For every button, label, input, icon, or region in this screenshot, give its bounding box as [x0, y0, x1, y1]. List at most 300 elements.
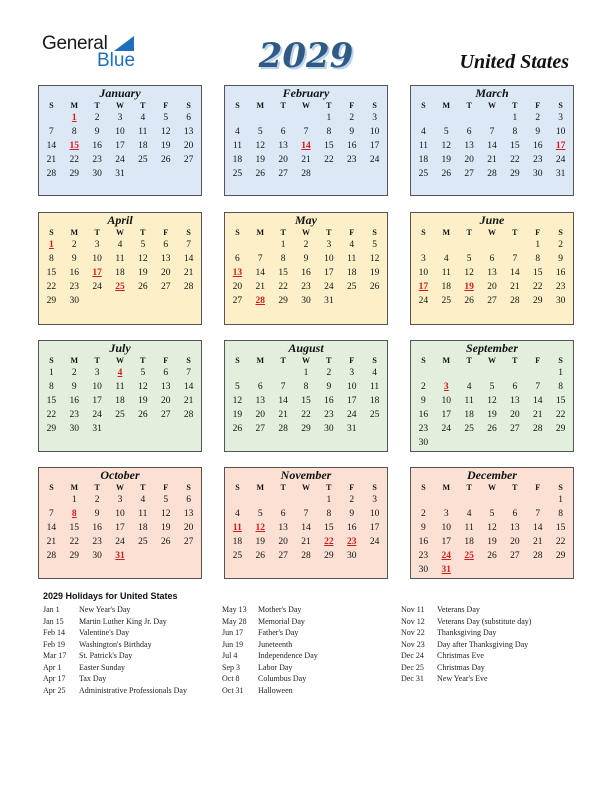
holiday-date: 1	[49, 240, 54, 250]
day-cell: 26	[160, 537, 171, 547]
day-cell: 1	[303, 368, 309, 378]
day-cell: 13	[510, 523, 520, 533]
day-cell: 4	[117, 240, 123, 250]
day-cell: 15	[532, 268, 543, 278]
holiday-date-label: Dec 25	[401, 662, 424, 672]
day-cell: 11	[464, 523, 474, 533]
month-november	[224, 467, 388, 579]
month-name: November	[280, 468, 332, 482]
day-cell: 2	[71, 240, 77, 250]
day-cell: 11	[464, 396, 474, 406]
empty-cell	[412, 238, 435, 252]
holiday-date: 28	[255, 296, 266, 306]
day-cell: 12	[255, 141, 266, 151]
logo-general-text: General	[42, 33, 108, 54]
day-cell: 23	[532, 155, 543, 165]
day-cell: 12	[487, 396, 497, 406]
empty-cell	[458, 238, 481, 252]
holiday-date-label: Nov 23	[401, 639, 425, 649]
holiday-date-label: Oct 8	[222, 674, 240, 683]
day-cell: 19	[441, 155, 452, 165]
holiday-date-label: Apr 25	[43, 685, 66, 695]
day-cell: 25	[138, 155, 148, 165]
holiday-row	[401, 605, 531, 617]
day-cell: 3	[421, 254, 426, 264]
empty-cell	[481, 238, 504, 252]
empty-cell	[40, 493, 63, 507]
day-cell: 6	[280, 509, 286, 519]
day-cell: 3	[117, 113, 123, 123]
holiday-date-label: Apr 1	[43, 662, 62, 672]
day-cell: 13	[487, 268, 497, 278]
month-name: February	[282, 86, 330, 100]
holiday-date: 23	[346, 537, 357, 547]
holiday-date: 1	[71, 113, 77, 123]
day-cell: 21	[487, 155, 497, 165]
day-cell: 20	[510, 410, 520, 420]
day-cell: 15	[46, 268, 57, 278]
weekday-header: W	[301, 356, 310, 365]
day-cell: 21	[46, 537, 57, 547]
day-cell: 22	[532, 282, 543, 292]
holiday-date-label: Jan 1	[43, 605, 60, 614]
day-cell: 3	[349, 368, 355, 378]
day-cell: 21	[532, 410, 543, 420]
day-cell: 26	[441, 169, 452, 179]
weekday-header: F	[163, 483, 169, 492]
day-cell: 24	[346, 410, 357, 420]
weekday-header: S	[421, 356, 426, 365]
weekday-header: S	[558, 101, 563, 110]
day-cell: 2	[326, 368, 332, 378]
day-cell: 11	[138, 509, 148, 519]
day-cell: 8	[49, 382, 54, 392]
logo-blue-text: Blue	[97, 50, 136, 71]
weekday-header: S	[372, 101, 377, 110]
day-cell: 15	[555, 523, 566, 533]
day-cell: 1	[326, 113, 332, 123]
day-cell: 13	[278, 141, 288, 151]
weekday-header: S	[235, 101, 240, 110]
holiday-date-label: Nov 11	[401, 605, 425, 614]
weekday-header: M	[70, 356, 79, 365]
day-cell: 19	[138, 396, 148, 406]
day-cell: 2	[349, 113, 355, 123]
day-cell: 19	[369, 268, 380, 278]
day-cell: 18	[346, 268, 357, 278]
holiday-row	[43, 651, 187, 663]
day-cell: 6	[235, 254, 240, 264]
empty-cell	[412, 493, 435, 507]
day-cell: 16	[555, 268, 566, 278]
holidays-title: 2029 Holidays for United States	[43, 591, 178, 601]
day-cell: 30	[418, 565, 429, 575]
holiday-row	[43, 674, 187, 686]
day-cell: 1	[535, 240, 541, 250]
day-cell: 22	[555, 537, 566, 547]
empty-cell	[481, 111, 504, 125]
holiday-row	[401, 628, 531, 640]
day-cell: 28	[183, 410, 194, 420]
day-cell: 7	[489, 127, 495, 137]
holiday-row	[43, 663, 187, 675]
day-cell: 19	[160, 141, 171, 151]
holiday-name: Valentine's Day	[79, 628, 130, 637]
empty-cell	[249, 238, 272, 252]
day-cell: 15	[555, 396, 566, 406]
day-cell: 1	[71, 495, 77, 505]
day-cell: 10	[115, 509, 125, 519]
day-cell: 12	[138, 382, 148, 392]
month-name: December	[467, 468, 517, 482]
day-cell: 18	[464, 537, 474, 547]
weekday-header: T	[326, 483, 332, 492]
day-cell: 17	[92, 396, 102, 406]
day-cell: 28	[532, 424, 543, 434]
day-cell: 4	[372, 368, 377, 378]
day-cell: 30	[324, 424, 334, 434]
weekday-header: W	[301, 228, 310, 237]
weekday-header: S	[421, 101, 426, 110]
day-cell: 9	[349, 509, 355, 519]
day-cell: 13	[160, 254, 171, 264]
day-cell: 5	[466, 254, 472, 264]
holiday-date-label: Feb 14	[43, 628, 65, 637]
day-cell: 17	[369, 141, 380, 151]
day-cell: 1	[49, 368, 54, 378]
day-cell: 25	[115, 410, 125, 420]
day-cell: 10	[324, 254, 334, 264]
day-cell: 17	[115, 523, 125, 533]
empty-cell	[40, 111, 63, 125]
holiday-row	[222, 605, 318, 617]
month-name: May	[295, 213, 317, 227]
day-cell: 2	[535, 113, 541, 123]
day-cell: 18	[441, 282, 452, 292]
day-cell: 23	[555, 282, 566, 292]
holiday-date: 22	[324, 537, 334, 547]
day-cell: 11	[232, 141, 242, 151]
day-cell: 2	[71, 368, 77, 378]
holiday-name: Administrative Professionals Day	[79, 685, 187, 695]
empty-cell	[458, 366, 481, 380]
holiday-row	[43, 605, 187, 617]
day-cell: 29	[555, 551, 566, 561]
month-name: April	[107, 213, 133, 227]
day-cell: 28	[510, 296, 520, 306]
empty-cell	[481, 366, 504, 380]
holiday-date: 19	[464, 282, 474, 292]
day-cell: 26	[487, 551, 497, 561]
day-cell: 19	[160, 523, 171, 533]
holiday-name: Christmas Day	[437, 662, 485, 672]
day-cell: 13	[255, 396, 266, 406]
day-cell: 13	[160, 382, 171, 392]
empty-cell	[226, 366, 249, 380]
day-cell: 15	[301, 396, 311, 406]
day-cell: 29	[301, 424, 311, 434]
day-cell: 4	[443, 254, 449, 264]
day-cell: 31	[555, 169, 566, 179]
month-february	[224, 85, 388, 196]
day-cell: 27	[160, 410, 171, 420]
day-cell: 29	[46, 424, 57, 434]
weekday-header: W	[487, 483, 496, 492]
holiday-row	[401, 663, 531, 675]
day-cell: 28	[46, 551, 57, 561]
holiday-name: Day after Thanksgiving Day	[437, 639, 529, 649]
holiday-column	[222, 605, 318, 697]
empty-cell	[503, 366, 526, 380]
day-cell: 26	[255, 169, 266, 179]
day-cell: 4	[235, 509, 240, 519]
weekday-header: T	[326, 356, 332, 365]
day-cell: 12	[487, 523, 497, 533]
weekday-header: F	[349, 228, 355, 237]
weekday-header: T	[512, 483, 518, 492]
day-cell: 8	[326, 127, 332, 137]
day-cell: 16	[301, 268, 311, 278]
day-cell: 28	[532, 551, 543, 561]
holiday-date-label: Dec 24	[401, 651, 424, 660]
weekday-header: S	[49, 356, 54, 365]
holiday-date: 14	[301, 141, 311, 151]
holiday-date-label: Sep 3	[222, 662, 240, 672]
day-cell: 18	[232, 155, 243, 165]
day-cell: 18	[115, 396, 125, 406]
month-april	[38, 212, 202, 325]
day-cell: 8	[71, 127, 77, 137]
day-cell: 12	[464, 268, 474, 278]
day-cell: 20	[464, 155, 474, 165]
day-cell: 27	[183, 155, 194, 165]
day-cell: 6	[186, 495, 191, 505]
weekday-header: W	[115, 356, 124, 365]
day-cell: 31	[92, 424, 102, 434]
day-cell: 12	[441, 141, 452, 151]
month-june	[410, 212, 574, 325]
weekday-header: M	[70, 228, 79, 237]
day-cell: 17	[441, 537, 452, 547]
day-cell: 26	[255, 551, 266, 561]
day-cell: 9	[421, 523, 426, 533]
day-cell: 4	[140, 495, 146, 505]
day-cell: 7	[49, 127, 54, 137]
weekday-header: T	[280, 228, 286, 237]
holiday-date-label: Mar 17	[43, 651, 67, 660]
day-cell: 27	[278, 551, 288, 561]
day-cell: 12	[160, 509, 171, 519]
day-cell: 19	[255, 155, 266, 165]
day-cell: 30	[418, 438, 429, 448]
weekday-header: T	[512, 228, 518, 237]
holiday-name: Memorial Day	[258, 616, 305, 626]
day-cell: 24	[369, 537, 380, 547]
weekday-header: M	[442, 228, 451, 237]
day-cell: 14	[183, 254, 194, 264]
empty-cell	[249, 111, 272, 125]
empty-cell	[435, 493, 458, 507]
day-cell: 28	[278, 424, 288, 434]
month-name: August	[288, 341, 324, 355]
holiday-name: Father's Day	[258, 628, 299, 637]
weekday-header: T	[94, 356, 100, 365]
holiday-date: 17	[418, 282, 429, 292]
day-cell: 5	[140, 368, 146, 378]
day-cell: 7	[303, 127, 309, 137]
empty-cell	[481, 493, 504, 507]
holiday-name: Juneteenth	[258, 639, 293, 649]
empty-cell	[249, 493, 272, 507]
holiday-row	[401, 617, 531, 629]
holiday-date-label: Oct 31	[222, 685, 244, 695]
day-cell: 7	[280, 382, 286, 392]
day-cell: 23	[324, 410, 334, 420]
empty-cell	[458, 493, 481, 507]
month-october	[38, 467, 202, 579]
weekday-header: F	[163, 228, 169, 237]
day-cell: 10	[92, 254, 102, 264]
day-cell: 28	[301, 169, 311, 179]
weekday-header: T	[280, 483, 286, 492]
holiday-name: Veterans Day (substitute day)	[437, 616, 532, 626]
day-cell: 24	[92, 410, 102, 420]
day-cell: 9	[349, 127, 355, 137]
weekday-header: T	[466, 483, 472, 492]
day-cell: 9	[326, 382, 332, 392]
weekday-header: F	[349, 483, 355, 492]
day-cell: 22	[46, 282, 57, 292]
weekday-header: T	[326, 101, 332, 110]
day-cell: 22	[510, 155, 520, 165]
day-cell: 20	[255, 410, 266, 420]
day-cell: 26	[232, 424, 243, 434]
day-cell: 22	[555, 410, 566, 420]
day-cell: 3	[326, 240, 332, 250]
day-cell: 13	[183, 509, 194, 519]
day-cell: 7	[512, 254, 518, 264]
holiday-date-label: Jun 19	[222, 639, 244, 649]
holiday-name: Independence Day	[258, 651, 318, 660]
day-cell: 15	[324, 523, 334, 533]
day-cell: 3	[372, 495, 377, 505]
holiday-name: Columbus Day	[258, 674, 307, 683]
day-cell: 1	[512, 113, 518, 123]
day-cell: 10	[369, 127, 380, 137]
day-cell: 17	[441, 410, 452, 420]
holiday-date: 17	[92, 268, 102, 278]
day-cell: 23	[346, 155, 357, 165]
day-cell: 4	[466, 509, 472, 519]
day-cell: 25	[346, 282, 357, 292]
day-cell: 11	[418, 141, 428, 151]
holiday-date-label: Nov 22	[401, 628, 425, 637]
weekday-header: T	[466, 101, 472, 110]
empty-cell	[412, 111, 435, 125]
day-cell: 18	[232, 537, 243, 547]
day-cell: 16	[69, 396, 80, 406]
day-cell: 10	[115, 127, 125, 137]
weekday-header: S	[49, 483, 54, 492]
day-cell: 30	[532, 169, 543, 179]
empty-cell	[272, 366, 295, 380]
weekday-header: T	[94, 483, 100, 492]
day-cell: 9	[303, 254, 309, 264]
day-cell: 23	[69, 410, 80, 420]
holiday-date-label: Apr 17	[43, 674, 66, 683]
country-title: United States	[459, 51, 569, 73]
month-august	[224, 340, 388, 452]
day-cell: 23	[92, 155, 102, 165]
day-cell: 21	[183, 396, 194, 406]
day-cell: 8	[326, 509, 332, 519]
day-cell: 14	[46, 523, 57, 533]
day-cell: 24	[115, 155, 125, 165]
day-cell: 3	[117, 495, 123, 505]
day-cell: 20	[278, 537, 288, 547]
day-cell: 14	[255, 268, 266, 278]
day-cell: 10	[441, 523, 452, 533]
holiday-row	[401, 674, 531, 686]
weekday-header: S	[372, 483, 377, 492]
day-cell: 5	[257, 127, 263, 137]
weekday-header: S	[186, 483, 191, 492]
day-cell: 6	[186, 113, 191, 123]
day-cell: 20	[183, 523, 194, 533]
day-cell: 20	[487, 282, 497, 292]
day-cell: 18	[115, 268, 125, 278]
empty-cell	[412, 366, 435, 380]
day-cell: 23	[418, 551, 429, 561]
day-cell: 1	[558, 495, 563, 505]
day-cell: 30	[69, 424, 80, 434]
day-cell: 6	[280, 127, 286, 137]
day-cell: 10	[369, 509, 380, 519]
holiday-date: 4	[117, 368, 123, 378]
holiday-date-label: Feb 19	[43, 639, 65, 649]
day-cell: 1	[326, 495, 332, 505]
day-cell: 4	[140, 113, 146, 123]
day-cell: 7	[303, 509, 309, 519]
weekday-header: S	[235, 483, 240, 492]
day-cell: 3	[558, 113, 563, 123]
weekday-header: W	[115, 483, 124, 492]
day-cell: 10	[92, 382, 102, 392]
holiday-date: 12	[255, 523, 266, 533]
day-cell: 14	[510, 268, 520, 278]
day-cell: 29	[69, 169, 80, 179]
weekday-header: S	[421, 228, 426, 237]
day-cell: 8	[303, 382, 309, 392]
day-cell: 18	[369, 396, 380, 406]
logo-triangle-icon	[114, 36, 134, 51]
month-name: September	[466, 341, 518, 355]
day-cell: 5	[163, 113, 169, 123]
day-cell: 17	[369, 523, 380, 533]
day-cell: 30	[346, 551, 357, 561]
day-cell: 15	[510, 141, 520, 151]
year-title: 2029	[258, 36, 354, 76]
day-cell: 2	[558, 240, 563, 250]
day-cell: 25	[464, 424, 474, 434]
weekday-header: F	[535, 483, 541, 492]
weekday-header: F	[535, 228, 541, 237]
day-cell: 26	[369, 282, 380, 292]
holiday-row	[222, 663, 318, 675]
day-cell: 27	[232, 296, 243, 306]
day-cell: 4	[421, 127, 426, 137]
weekday-header: M	[442, 356, 451, 365]
